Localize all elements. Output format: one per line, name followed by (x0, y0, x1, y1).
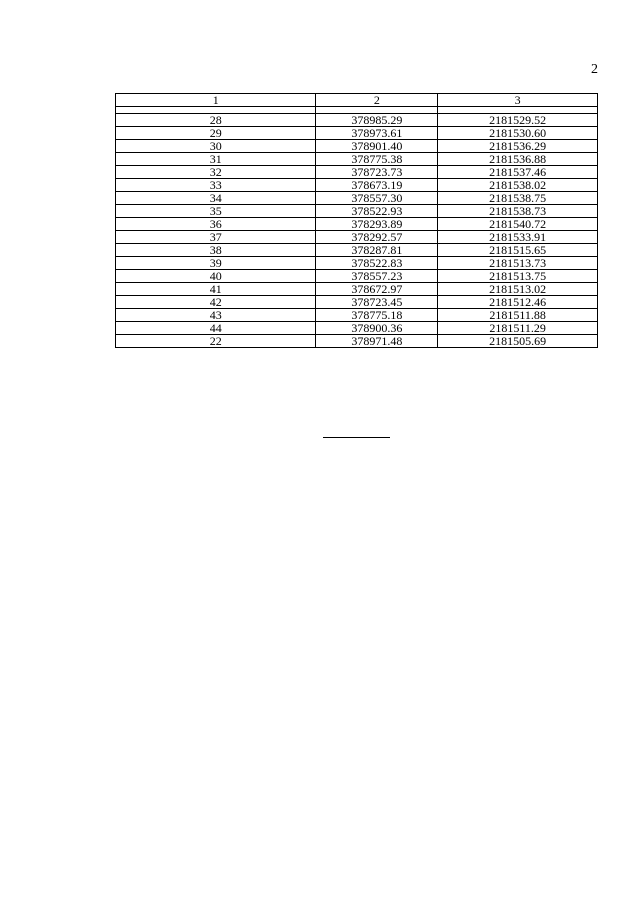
x-coordinate-cell: 378522.93 (316, 205, 438, 218)
table-row (116, 205, 598, 218)
y-coordinate-cell: 2181533.91 (438, 231, 598, 244)
x-coordinate-cell: 378673.19 (316, 179, 438, 192)
x-coordinate-cell: 378557.30 (316, 192, 438, 205)
point-number-cell: 31 (116, 153, 316, 166)
point-number-cell: 40 (116, 270, 316, 283)
point-number-cell: 28 (116, 114, 316, 127)
column-header: 2 (316, 94, 438, 107)
point-number-cell: 32 (116, 166, 316, 179)
table-row (116, 231, 598, 244)
x-coordinate-cell: 378522.83 (316, 257, 438, 270)
coordinates-table (115, 93, 598, 348)
point-number-cell: 29 (116, 127, 316, 140)
point-number-cell: 33 (116, 179, 316, 192)
y-coordinate-cell: 2181536.29 (438, 140, 598, 153)
x-coordinate-cell: 378775.38 (316, 153, 438, 166)
point-number-cell: 34 (116, 192, 316, 205)
table-header-row (116, 94, 598, 107)
y-coordinate-cell: 2181515.65 (438, 244, 598, 257)
table-row (116, 179, 598, 192)
x-coordinate-cell: 378971.48 (316, 335, 438, 348)
column-header: 1 (116, 94, 316, 107)
table-row (116, 257, 598, 270)
table-row (116, 114, 598, 127)
column-header: 3 (438, 94, 598, 107)
page-number: 2 (591, 62, 598, 77)
y-coordinate-cell: 2181511.88 (438, 309, 598, 322)
point-number-cell: 41 (116, 283, 316, 296)
y-coordinate-cell: 2181513.75 (438, 270, 598, 283)
y-coordinate-cell: 2181529.52 (438, 114, 598, 127)
y-coordinate-cell: 2181513.73 (438, 257, 598, 270)
x-coordinate-cell: 378557.23 (316, 270, 438, 283)
x-coordinate-cell: 378775.18 (316, 309, 438, 322)
x-coordinate-cell: 378292.57 (316, 231, 438, 244)
y-coordinate-cell: 2181540.72 (438, 218, 598, 231)
table-row (116, 322, 598, 335)
x-coordinate-cell: 378901.40 (316, 140, 438, 153)
y-coordinate-cell: 2181511.29 (438, 322, 598, 335)
table-row (116, 244, 598, 257)
y-coordinate-cell: 2181537.46 (438, 166, 598, 179)
x-coordinate-cell: 378672.97 (316, 283, 438, 296)
y-coordinate-cell: 2181538.02 (438, 179, 598, 192)
table-row (116, 296, 598, 309)
table-row (116, 127, 598, 140)
table-row (116, 153, 598, 166)
point-number-cell: 35 (116, 205, 316, 218)
x-coordinate-cell: 378900.36 (316, 322, 438, 335)
table-row (116, 140, 598, 153)
table-row (116, 218, 598, 231)
point-number-cell: 44 (116, 322, 316, 335)
point-number-cell: 22 (116, 335, 316, 348)
y-coordinate-cell: 2181530.60 (438, 127, 598, 140)
point-number-cell: 42 (116, 296, 316, 309)
end-rule (323, 437, 390, 438)
x-coordinate-cell: 378287.81 (316, 244, 438, 257)
point-number-cell: 37 (116, 231, 316, 244)
x-coordinate-cell: 378985.29 (316, 114, 438, 127)
y-coordinate-cell: 2181512.46 (438, 296, 598, 309)
table-row (116, 309, 598, 322)
x-coordinate-cell: 378723.45 (316, 296, 438, 309)
table-row (116, 270, 598, 283)
table-row (116, 283, 598, 296)
table-row (116, 166, 598, 179)
table-row (116, 192, 598, 205)
x-coordinate-cell: 378293.89 (316, 218, 438, 231)
point-number-cell: 36 (116, 218, 316, 231)
x-coordinate-cell: 378973.61 (316, 127, 438, 140)
y-coordinate-cell: 2181536.88 (438, 153, 598, 166)
point-number-cell: 30 (116, 140, 316, 153)
y-coordinate-cell: 2181538.73 (438, 205, 598, 218)
x-coordinate-cell: 378723.73 (316, 166, 438, 179)
point-number-cell: 38 (116, 244, 316, 257)
table-body (116, 107, 598, 348)
table-row (116, 335, 598, 348)
point-number-cell: 43 (116, 309, 316, 322)
y-coordinate-cell: 2181513.02 (438, 283, 598, 296)
point-number-cell: 39 (116, 257, 316, 270)
y-coordinate-cell: 2181538.75 (438, 192, 598, 205)
y-coordinate-cell: 2181505.69 (438, 335, 598, 348)
